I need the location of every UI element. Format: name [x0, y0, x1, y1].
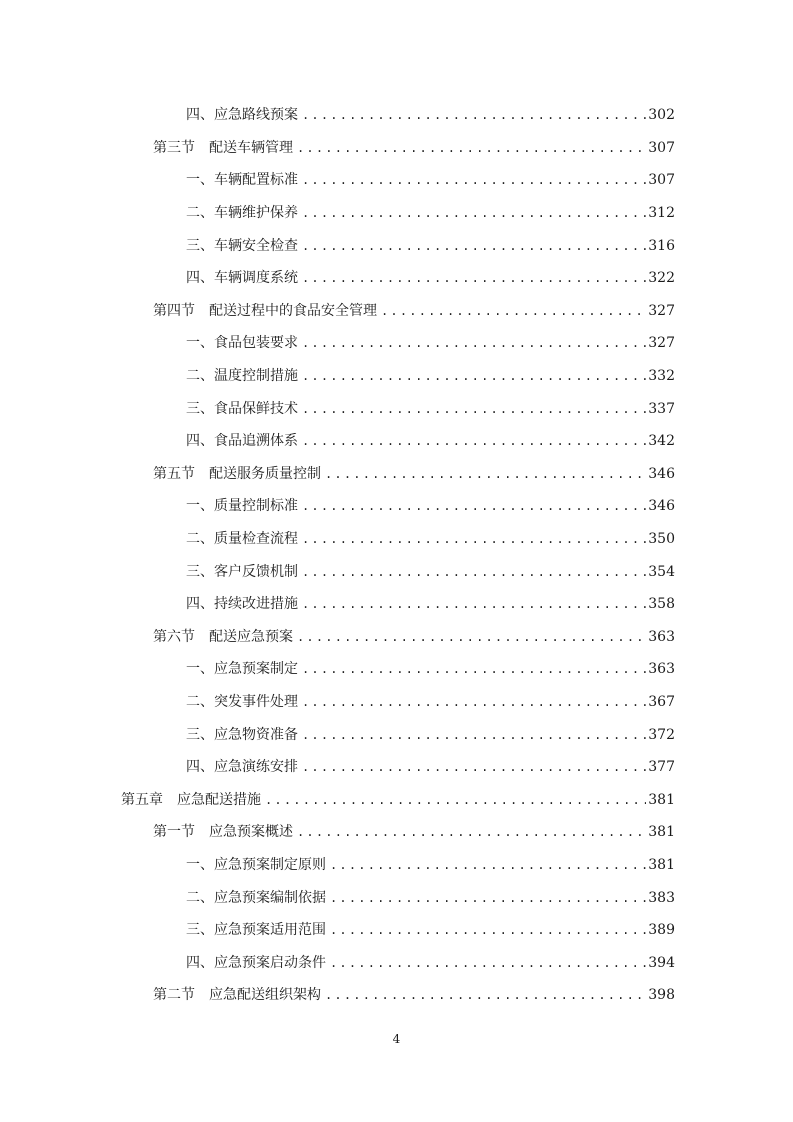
toc-subsection-entry[interactable]: [0, 523, 793, 556]
toc-entry-title: 四、应急演练安排: [186, 759, 298, 776]
toc-page-number: 302: [648, 107, 675, 124]
toc-subsection-entry[interactable]: [0, 946, 793, 979]
toc-page-number: 377: [648, 759, 675, 776]
toc-subsection-entry[interactable]: [0, 197, 793, 230]
toc-entry-title: 三、应急物资准备: [186, 726, 298, 743]
toc-entry-title: 第五节 配送服务质量控制: [153, 465, 321, 482]
toc-dot-leader: [330, 953, 669, 973]
toc-subsection-entry[interactable]: [0, 99, 793, 132]
toc-page-number: 307: [648, 172, 675, 189]
toc-entry-title: 三、应急预案适用范围: [186, 922, 326, 939]
toc-page-number: 327: [648, 302, 675, 319]
toc-section-entry[interactable]: [0, 458, 793, 491]
toc-entry-title: 二、质量检查流程: [186, 531, 298, 548]
toc-subsection-entry[interactable]: [0, 555, 793, 588]
toc-dot-leader: [302, 692, 669, 712]
toc-subsection-entry[interactable]: [0, 229, 793, 262]
toc-page-number: 322: [648, 270, 675, 287]
toc-dot-leader: [302, 203, 669, 223]
toc-page-number: 350: [648, 531, 675, 548]
toc-dot-leader: [302, 562, 669, 582]
toc-page-number: 372: [648, 726, 675, 743]
toc-subsection-entry[interactable]: [0, 327, 793, 360]
toc-entry-title: 二、温度控制措施: [186, 368, 298, 385]
toc-subsection-entry[interactable]: [0, 653, 793, 686]
toc-subsection-entry[interactable]: [0, 914, 793, 947]
toc-entry-title: 第四节 配送过程中的食品安全管理: [153, 302, 377, 319]
toc-subsection-entry[interactable]: [0, 588, 793, 621]
toc-entry-title: 三、客户反馈机制: [186, 563, 298, 580]
toc-page-number: 389: [648, 922, 675, 939]
toc-chapter-entry[interactable]: [0, 783, 793, 816]
toc-dot-leader: [302, 399, 669, 419]
toc-dot-leader: [325, 985, 669, 1005]
toc-subsection-entry[interactable]: [0, 686, 793, 719]
toc-page-number: 354: [648, 563, 675, 580]
toc-entry-title: 第一节 应急预案概述: [153, 824, 293, 841]
toc-page-number: 342: [648, 433, 675, 450]
toc-entry-title: 第二节 应急配送组织架构: [153, 987, 321, 1004]
toc-entry-title: 三、车辆安全检查: [186, 237, 298, 254]
toc-page-number: 363: [648, 628, 675, 645]
toc-dot-leader: [325, 464, 669, 484]
toc-dot-leader: [265, 790, 669, 810]
toc-entry-title: 一、质量控制标准: [186, 498, 298, 515]
toc-page-number: 383: [648, 889, 675, 906]
toc-dot-leader: [302, 268, 669, 288]
toc-subsection-entry[interactable]: [0, 751, 793, 784]
toc-subsection-entry[interactable]: [0, 164, 793, 197]
toc-entry-title: 二、突发事件处理: [186, 693, 298, 710]
toc-entry-title: 四、车辆调度系统: [186, 270, 298, 287]
toc-section-entry[interactable]: [0, 979, 793, 1012]
toc-page-number: 312: [648, 205, 675, 222]
toc-entry-title: 第三节 配送车辆管理: [153, 139, 293, 156]
toc-page-number: 337: [648, 400, 675, 417]
toc-entry-title: 第六节 配送应急预案: [153, 628, 293, 645]
toc-entry-title: 二、应急预案编制依据: [186, 889, 326, 906]
toc-dot-leader: [302, 496, 669, 516]
toc-dot-leader: [330, 920, 669, 940]
toc-entry-title: 四、持续改进措施: [186, 596, 298, 613]
page-number: 4: [392, 1032, 401, 1046]
toc-entry-title: 四、应急预案启动条件: [186, 954, 326, 971]
toc-dot-leader: [302, 594, 669, 614]
toc-dot-leader: [381, 301, 669, 321]
toc-page-number: 358: [648, 596, 675, 613]
toc-page-number: 394: [648, 954, 675, 971]
toc-dot-leader: [330, 855, 669, 875]
toc-dot-leader: [297, 822, 669, 842]
toc-dot-leader: [302, 333, 669, 353]
toc-entry-title: 一、食品包装要求: [186, 335, 298, 352]
toc-dot-leader: [297, 138, 669, 158]
toc-entry-title: 二、车辆维护保养: [186, 205, 298, 222]
toc-page-number: 327: [648, 335, 675, 352]
toc-page-number: 367: [648, 693, 675, 710]
toc-dot-leader: [302, 170, 669, 190]
toc-section-entry[interactable]: [0, 295, 793, 328]
toc-page-number: 363: [648, 661, 675, 678]
toc-dot-leader: [302, 659, 669, 679]
table-of-contents: [0, 99, 793, 1012]
toc-dot-leader: [302, 431, 669, 451]
toc-section-entry[interactable]: [0, 621, 793, 654]
toc-page-number: 398: [648, 987, 675, 1004]
toc-entry-title: 四、应急路线预案: [186, 107, 298, 124]
toc-subsection-entry[interactable]: [0, 392, 793, 425]
toc-subsection-entry[interactable]: [0, 425, 793, 458]
toc-dot-leader: [297, 627, 669, 647]
toc-subsection-entry[interactable]: [0, 490, 793, 523]
toc-dot-leader: [302, 236, 669, 256]
toc-dot-leader: [302, 757, 669, 777]
toc-subsection-entry[interactable]: [0, 262, 793, 295]
toc-page-number: 332: [648, 368, 675, 385]
toc-page-number: 346: [648, 498, 675, 515]
toc-page-number: 381: [648, 824, 675, 841]
toc-subsection-entry[interactable]: [0, 360, 793, 393]
toc-dot-leader: [330, 888, 669, 908]
toc-page-number: 381: [648, 791, 675, 808]
toc-section-entry[interactable]: [0, 132, 793, 165]
toc-dot-leader: [302, 529, 669, 549]
toc-subsection-entry[interactable]: [0, 849, 793, 882]
toc-subsection-entry[interactable]: [0, 881, 793, 914]
toc-entry-title: 第五章 应急配送措施: [121, 791, 261, 808]
toc-entry-title: 一、车辆配置标准: [186, 172, 298, 189]
toc-page-number: 307: [648, 139, 675, 156]
toc-entry-title: 四、食品追溯体系: [186, 433, 298, 450]
toc-section-entry[interactable]: [0, 816, 793, 849]
toc-page-number: 346: [648, 465, 675, 482]
toc-entry-title: 三、食品保鲜技术: [186, 400, 298, 417]
toc-subsection-entry[interactable]: [0, 718, 793, 751]
toc-page-number: 316: [648, 237, 675, 254]
toc-dot-leader: [302, 105, 669, 125]
toc-entry-title: 一、应急预案制定原则: [186, 856, 326, 873]
toc-entry-title: 一、应急预案制定: [186, 661, 298, 678]
toc-dot-leader: [302, 725, 669, 745]
toc-dot-leader: [302, 366, 669, 386]
toc-page-number: 381: [648, 856, 675, 873]
